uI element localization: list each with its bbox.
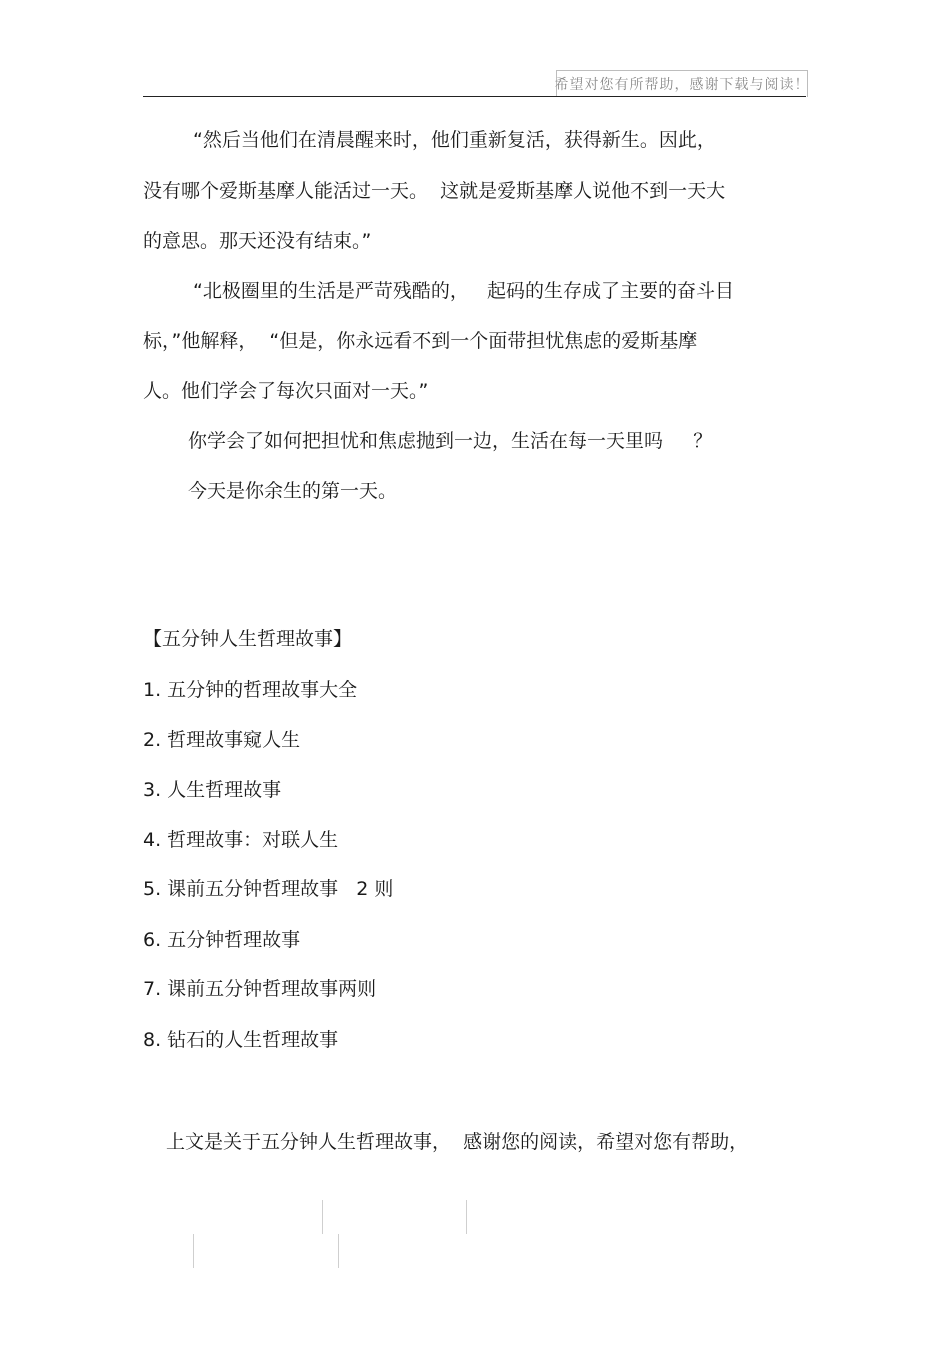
list-item: 2. 哲理故事窥人生 <box>143 729 301 751</box>
list-item: 6. 五分钟哲理故事 <box>143 929 301 951</box>
paragraph-1-line-2: 没有哪个爱斯基摩人能活过一天。 这就是爱斯基摩人说他不到一天大 <box>143 180 726 202</box>
list-item: 4. 哲理故事：对联人生 <box>143 829 339 851</box>
divider-line <box>338 1234 339 1268</box>
list-item: 5. 课前五分钟哲理故事 2 则 <box>143 878 394 900</box>
paragraph-3-line-1: 你学会了如何把担忧和焦虑抛到一边，生活在每一天里吗 ？ <box>188 430 713 452</box>
paragraph-2-line-1: “北极圈里的生活是严苛残酷的， 起码的生存成了主要的奋斗目 <box>193 280 734 302</box>
divider-line <box>466 1200 467 1234</box>
paragraph-2-line-3: 人。他们学会了每次只面对一天。” <box>143 380 429 402</box>
closing-text: 上文是关于五分钟人生哲理故事， 感谢您的阅读，希望对您有帮助， <box>166 1131 749 1153</box>
list-item: 3. 人生哲理故事 <box>143 779 282 801</box>
paragraph-1-line-1: “然后当他们在清晨醒来时，他们重新复活，获得新生。因此， <box>193 129 716 151</box>
list-item: 8. 钻石的人生哲理故事 <box>143 1029 339 1051</box>
list-item: 1. 五分钟的哲理故事大全 <box>143 679 358 701</box>
header-text: 希望对您有所帮助，感谢下载与阅读！ <box>554 77 810 93</box>
divider-line <box>322 1200 323 1234</box>
header-banner <box>556 70 808 97</box>
paragraph-2-line-2: 标，”他解释， “但是，你永远看不到一个面带担忧焦虑的爱斯基摩 <box>143 330 698 352</box>
section-title: 【五分钟人生哲理故事】 <box>143 628 353 650</box>
paragraph-4-line-1: 今天是你余生的第一天。 <box>188 480 398 502</box>
list-item: 7. 课前五分钟哲理故事两则 <box>143 978 377 1000</box>
header-divider <box>143 96 806 97</box>
paragraph-1-line-3: 的意思。那天还没有结束。” <box>143 230 372 252</box>
divider-line <box>193 1234 194 1268</box>
